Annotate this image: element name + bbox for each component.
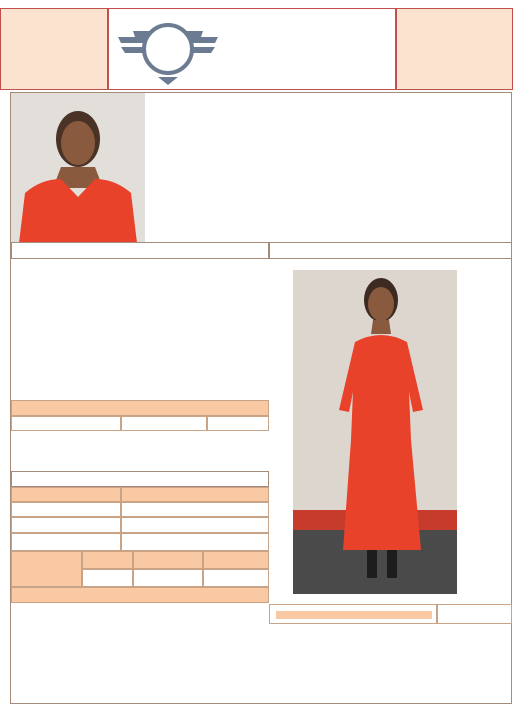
company-logo-icon <box>113 11 223 89</box>
work-period-2 <box>11 517 121 533</box>
willing-label <box>11 551 82 587</box>
willing-task-babysitting <box>133 551 203 569</box>
lang-col-english <box>121 416 207 431</box>
work-country-3 <box>121 533 269 551</box>
header-left-box <box>0 8 108 90</box>
work-country-2 <box>121 517 269 533</box>
lang-col-arabic <box>207 416 269 431</box>
applicant-photo-small <box>11 93 145 243</box>
right-grid-header-left <box>269 604 437 624</box>
willing-task-cleaning <box>203 551 269 569</box>
remarks-title <box>11 587 269 603</box>
company-logo-box <box>108 8 396 90</box>
work-country-1 <box>121 502 269 517</box>
applicant-photo-full <box>293 270 457 594</box>
willing-answer-babysitting <box>133 569 203 587</box>
languages-blank <box>11 416 121 431</box>
willing-answer-cooking <box>82 569 133 587</box>
work-col-period <box>11 487 121 502</box>
applicant-title <box>11 242 269 259</box>
header-right-box <box>396 8 513 90</box>
right-grid-header-right <box>437 604 512 624</box>
work-title <box>11 471 269 487</box>
willing-answer-cleaning <box>203 569 269 587</box>
languages-title <box>11 400 269 416</box>
work-col-country <box>121 487 269 502</box>
work-period-3 <box>11 533 121 551</box>
right-grid-header-bar <box>276 611 432 619</box>
work-period-1 <box>11 502 121 517</box>
willing-task-cooking <box>82 551 133 569</box>
contact-number <box>269 242 512 259</box>
